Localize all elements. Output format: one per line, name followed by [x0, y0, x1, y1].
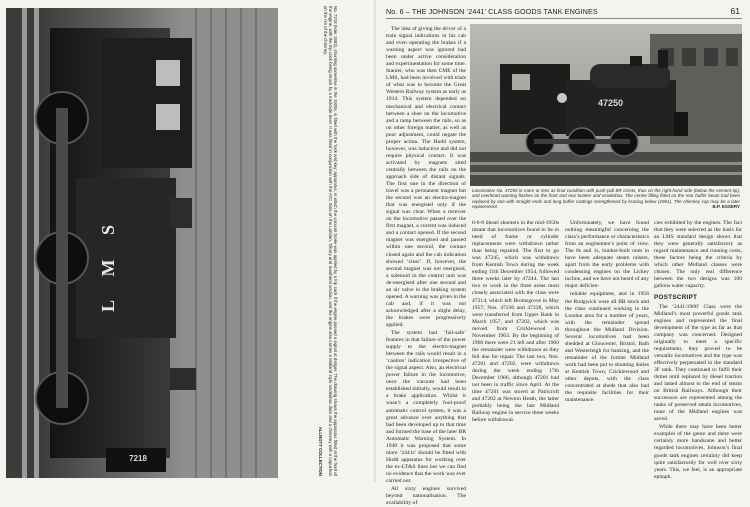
right-engine-number: 47250: [598, 98, 624, 108]
left-photo-caption-area: [280, 6, 338, 480]
right-photo-credit: B.P. ESSERY: [712, 204, 740, 210]
paragraph: While there may have been better examples of the genre and there were certainly more handsome and better regarded locomotives, Johnson’s final goods tank engines certainly did keep quite satisfactorily for well over sixty years. This, we feel, is an appropriate epitaph.: [654, 424, 742, 480]
running-header: [386, 6, 742, 19]
postscript-heading: POSTSCRIPT: [654, 294, 698, 302]
chapter-title: No. 6 – THE JOHNSON ‘2441’ CLASS GOODS TANK ENGINES: [386, 7, 598, 16]
paragraph: All sixty engines survived beyond nationalisation. The availability of: [386, 486, 466, 507]
paragraph: Unfortunately, we have found nothing meaningful concerning the class’s performance or characteristics from an enginemen’s point of view. The 0s and 1s, bunker-built ones in have been adequate steam raisers, apart from the early problems with condensing engines on the Lickey incline, and we have not heard of any major deficien-: [565, 220, 649, 290]
left-photo-caption: [282, 6, 338, 476]
left-photo-credit: ALLNOTT COLLECTION: [317, 426, 323, 476]
text-column-1: [386, 26, 467, 507]
left-photo-caption-text: No. 7218 (later 1883), shunting sometime in the 1920s, is fitted with the ‘lock and key’ apparatus, in which the vacuum brake was applied by a trip cock if the engine passed a signal at danger. The drawing shows the apparatus fitted at the front of the engine, with the trip cock being struck by a trackside lever. It was fitted in conjunction with the ATC trials on the London, Tilbury and Southend section, and the engine also carries a Midland style smokebox door and a chimney with a capuchon on the rim of the chimney.: [322, 6, 338, 476]
paragraph: cies exhibited by the engines. The fact that they were selected as the basis for an LMS standard design shows that they were generally satisfactory as regard maintenance and running costs, these factors being the criteria by which other Midland classes were chosen. The only real difference between the two designs was 100 gallons water capacity.: [654, 220, 742, 290]
right-photo-tank-engine: [470, 24, 742, 186]
page-number: 61: [730, 6, 740, 16]
text-column-4: [654, 220, 742, 478]
paragraph: 6-6-0 diesel shunters in the mid-1950s meant that locomotives found to be in need of frame or cylinder replacements were withdrawn rather than being repaired. The first to go was 47245, which was withdrawn from Kentish Town during the week ending 11th December 1954, followed three weeks later by 47244. The last two to work in the three areas most closely associated with the class were 47214, which left Bromsgrove in May 1957; Nos. 47236 and 47238, which were transferred from Upper Bank in March 1957, and 47202, which was moved from Cricklewood in November 1963. By the beginning of 1960 there were 21 left and after 1960 the remainder were withdrawn as they fell due for repair. The last two, Nos. 47201 and 47202, were withdrawn during the week ending 17th December 1966, although 47201 had not been in traffic since April. At the time 47201 was stored at Patricroft and 47202 at Newton Heath, the latter probably being the last Midland Railway engine in service three weeks before withdrawal.: [472, 220, 559, 424]
text-column-2: [472, 220, 559, 478]
left-photo-tank-engine: [6, 8, 278, 478]
page-gutter: [374, 0, 376, 482]
paragraph: The ‘2441/1900’ Class were the Midland’s most powerful goods tank engines and represented the final development of the type as far as that company was concerned. Designed originally to meet a specific requirement, they proved to be versatile locomotives and the type was effectively perpetuated in the standard 3F tank. They continued to fulfil their duties until replaced by diesel traction and lasted almost to the end of steam on British Railways. Although their successors are represented among the ranks of preserved steam locomotives, none of the Midland engines was saved.: [654, 303, 742, 423]
engine-number-plate: 7218: [129, 454, 147, 463]
paragraph: The system had ‘fail-safe’ features in that failure of the power supply to the electro-magnet between the rails would result in a ‘caution’ indication irrespective of the signal aspect. Also, an electrical power failure in the locomotive, once the vacuum had been established initially, would result in a brake application. Whilst it wasn’t a completely fool-proof automatic control system, it was a great advance over anything that had been developed up to that time and formed the base of the later BR Automatic Warning System. In 1940 it was proposed that some more ‘2441s’ should be fitted with Hudd apparatus for working over the ex-LT&S lines but we can find no evidence that the work was ever carried out.: [386, 330, 466, 484]
paragraph: The idea of giving the driver of a train signal indications in his cab and even operating the brakes if a warning aspect was ignored had been under active consideration and experimentation for some time. Stanier, who was then CME of the LMS, had been involved with trials of what was to become the Great Western Railway system as early as 1914. This system depended on mechanical and electrical contact between a shoe on the locomotive and a ramp between the rails, so as on other foreign matter, as well as poor adjustment, could negate the proper action. The Hudd system, however, was inductive and did not require physical contact. It was activated by magnets sited centrally between the rails on the approach side of distant signals. The first one in the direction of travel was a permanent magnet but the second was an electro-magnet that was energised only if the signal was clear. When a receiver on the locomotive passed over the first magnet, a current was induced and a contact opened. If the second magnet was energised and passed within one second, the contact closed again and the cab indication showed ‘clear’. If, however, the second magnet was not energised, a solenoid in the control unit was de-energised after one second and an air valve in the braking system opened. A warning was given in the cab and, if it was not acknowledged after a slight delay, the brakes were progressively applied.: [386, 26, 467, 328]
right-photo-caption-text: Locomotive No. 47250 in more or less as final condition with push-pull BR crests, thus on the right-hand side (below the cement tip), and overhead warning flashes on the front and rear bunker and smokebox. The centre filling fitted on the rear buffer beam had been replaced by one with straight ends and long buffer castings strengthened by bracing below (1961). The chimney cap may be a later replacement.: [472, 188, 740, 210]
text-column-3: [565, 220, 649, 478]
right-photo-caption: [472, 188, 740, 216]
paragraph: reliable equipment, and in 1956 the Rudgwick were all BR stock and the class continued working in the London area for a number of years, with the remainder spread throughout the Midland Division. Several locomotives had been shedded at Gloucester, Bristol, Bath and Westerleigh for banking, and the remainder of the former Midland work had been put to shunting duties at Kentish Town, Cricklewood and other depots, with the class concentrated at sheds that also had the requisite facilities for their maintenance.: [565, 291, 649, 404]
engine-side-letters: L M S: [98, 214, 118, 312]
